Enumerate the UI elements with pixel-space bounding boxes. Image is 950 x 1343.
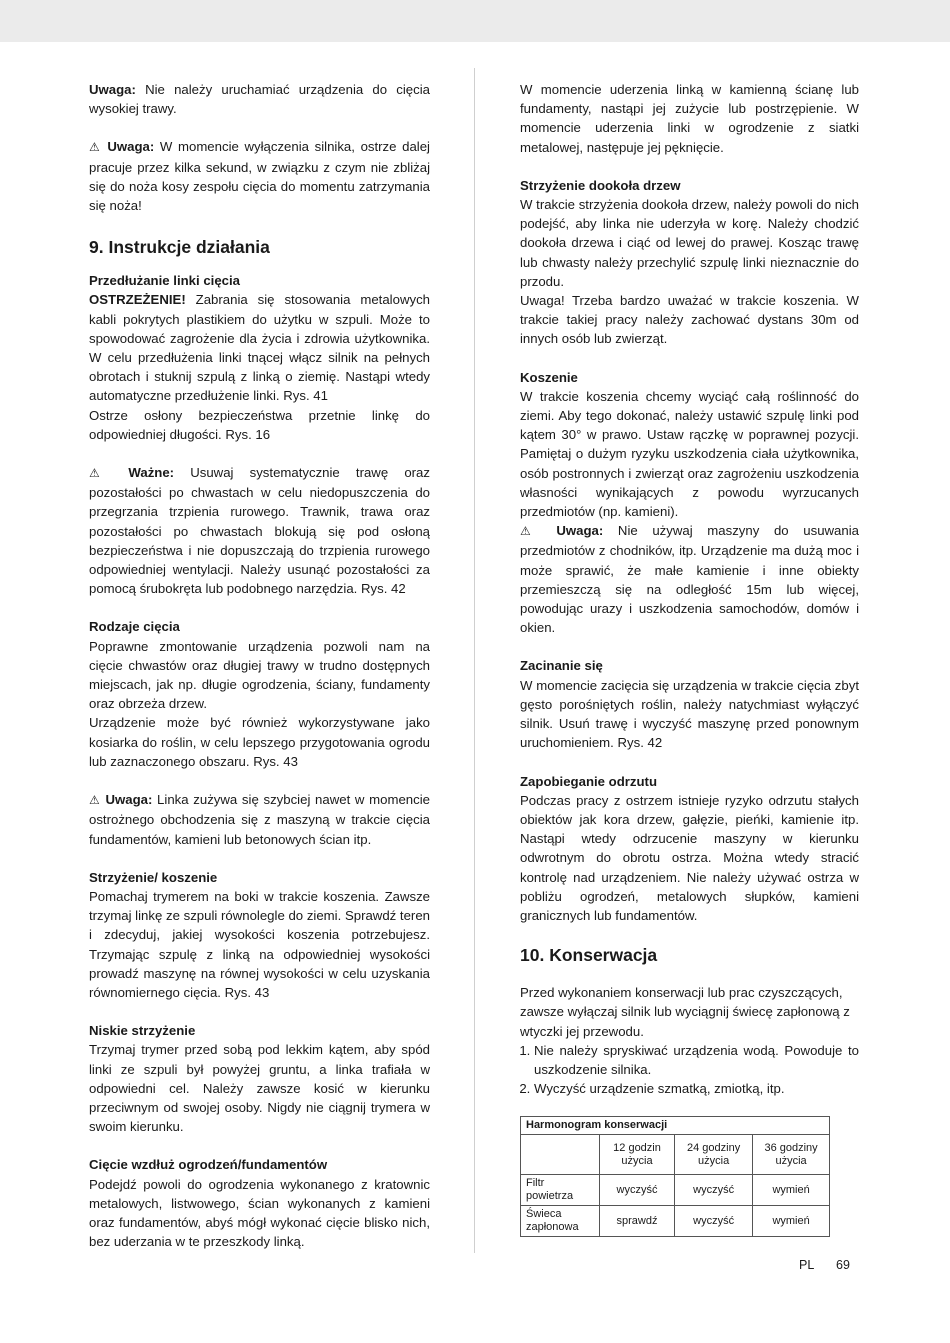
table-header: 24 godziny użycia xyxy=(675,1135,753,1175)
subsection-title: Przedłużanie linki cięcia xyxy=(89,273,240,289)
warning-icon: ⚠ xyxy=(520,524,542,539)
note-paragraph: Uwaga: Nie należy uruchamiać urządzenia do cięcia wysokiej trawy. xyxy=(89,82,430,117)
warning-paragraph: ⚠ Uwaga: Linka zużywa się szybciej nawet w momencie ostrożnego obchodzenia się z maszyną w trakcie cięcia fundamentów, kamieni lub betonowych ścian itp. xyxy=(89,792,430,847)
warning-icon: ⚠ xyxy=(89,466,113,481)
maintenance-list xyxy=(520,1041,859,1099)
table-cell: sprawdź xyxy=(600,1206,675,1237)
table-cell: wyczyść xyxy=(675,1175,753,1206)
section-heading-9: 9. Instrukcje działania xyxy=(89,237,270,258)
list-item: 1. Nie należy spryskiwać urządzenia wodą. Powoduje to uszkodzenie silnika. xyxy=(534,1041,859,1079)
body-paragraph: Ostrze osłony bezpieczeństwa przetnie linkę do odpowiedniej długości. Rys. 16 xyxy=(89,407,430,442)
body-paragraph: Pomachaj trymerem na boki w trakcie koszenia. Zawsze trzymaj linkę ze szpuli równolegle do ziemi. Sprawdź teren i zdecyduj, jakiej wysokości koszenia potrzebujesz. Trzymając szpulę z linką na odpowiedniej wysokości prowadź maszynę na równej wysokości w celu uzyskania równomiernego cięcia. Rys. 43 xyxy=(89,888,430,1000)
left-column xyxy=(89,80,430,1251)
body-paragraph: W trakcie strzyżenia dookoła drzew, należy powoli do nich podejść, aby linka nie uderzyła w korę. Należy chodzić dookoła drzewa i ciąć od lewej do prawej. Kosząc trawę lub chwasty należy przechylić szpulę linki nieznacznie do przodu. xyxy=(520,197,859,289)
table-cell: wymień xyxy=(753,1206,830,1237)
body-paragraph: Poprawne zmontowanie urządzenia pozwoli nam na cięcie chwastów oraz długiej trawy w trudno dostępnych miejscach, jak np. długie ogrodzenia, ściany, fundamenty oraz obrzeża drzew. xyxy=(89,638,430,712)
table-header: 36 godziny użycia xyxy=(753,1135,830,1175)
warning-icon: ⚠ xyxy=(89,793,101,808)
table-cell: wymień xyxy=(753,1175,830,1206)
body-paragraph: W trakcie koszenia chcemy wyciąć całą roślinność do ziemi. Aby tego dokonać, należy ustawić szpulę linki pod kątem 30° w prawo. Ustaw rączkę w poprawnej pozycji. Pamiętaj o dużym ryzyku uszkodzenia ciała użytkownika, osób postronnych i zwierząt oraz zagrożeniu uszkodzenia własności wynikających z powodu wyrzucanych przedmiotów (np. kamieni). xyxy=(520,388,859,520)
warning-icon: ⚠ xyxy=(89,140,102,155)
body-paragraph: OSTRZEŻENIE! Zabrania się stosowania metalowych kabli pokrytych plastikiem do użytku w szpuli. Może to spowodować zagrożenie dla życia i zdrowia użytkownika. W celu przedłużenia linki tnącej włącz silnik na pełnych obrotach i stuknij szpulą z linką o ziemię. Nastąpi wtedy automatyczne przedłużenie linki. Rys. 41 xyxy=(89,292,430,404)
table-header: 12 godzin użycia xyxy=(600,1135,675,1175)
warning-paragraph: ⚠ Uwaga: W momencie wyłączenia silnika, ostrze dalej pracuje przez kilka sekund, w związku z czym nie zbliżaj się do noża kosy zespołu cięcia do momentu zatrzymania się noża! xyxy=(89,139,430,214)
warning-paragraph: ⚠ Uwaga: Nie używaj maszyny do usuwania przedmiotów z chodników, itp. Urządzenie ma dużą moc i może sprawić, że małe kamienie i inne obiekty przemieszczą się na odległość 15m lub więcej, powodując urazy i uszkodzenia samochodów, domów i okien. xyxy=(520,523,859,636)
table-cell: wyczyść xyxy=(675,1206,753,1237)
right-column xyxy=(520,80,859,1237)
subsection-title: Niskie strzyżenie xyxy=(89,1023,196,1039)
table-title: Harmonogram konserwacji xyxy=(521,1117,830,1135)
table-cell: wyczyść xyxy=(600,1175,675,1206)
body-paragraph: Uwaga! Trzeba bardzo uważać w trakcie koszenia. W trakcie takiej pracy należy zachować dystans 30m od innych osób lub zwierząt. xyxy=(520,293,859,347)
subsection-title: Zacinanie się xyxy=(520,658,603,674)
subsection-title: Rodzaje cięcia xyxy=(89,619,180,635)
body-paragraph: Podejdź powoli do ogrodzenia wykonanego z kratownic metalowych, listwowego, ścian wykonanych z kamieni oraz fundamentów, abyś mógł wykonać cięcie blisko nich, bez uderzania w te przeszkody linką. xyxy=(89,1176,430,1250)
maintenance-schedule-table xyxy=(520,1116,830,1237)
body-paragraph: Przed wykonaniem konserwacji lub prac czyszczących, zawsze wyłączaj silnik lub wyciągnij świecę zapłonową z wtyczki jej przewodu. xyxy=(520,985,850,1039)
table-cell: Filtr powietrza xyxy=(521,1175,600,1206)
table-header-row xyxy=(521,1135,830,1175)
table-row xyxy=(521,1206,830,1237)
list-item: 2. Wyczyść urządzenie szmatką, zmiotką, itp. xyxy=(534,1079,859,1098)
warning-paragraph: ⚠ Ważne: Usuwaj systematycznie trawę oraz pozostałości po chwastach w celu niedopuszczenia do przegrzania trzpienia rurowego. Trawnik, trawa oraz pozostałości po chwastach blokują się pod osłoną bezpieczeństwa i nie dopuszczają do trzpienia rurowego odpowiedniej wentylacji. Należy usunąć pozostałości za pomocą śrubokręta lub podobnego narzędzia. Rys. 42 xyxy=(89,465,430,597)
page-number: 69 xyxy=(836,1258,850,1272)
body-paragraph: Urządzenie może być również wykorzystywane jako kosiarka do roślin, w celu lepszego przygotowania ogrodu lub zaznaczonego obszaru. Rys. 43 xyxy=(89,715,430,769)
subsection-title: Cięcie wzdłuż ogrodzeń/fundamentów xyxy=(89,1157,328,1173)
subsection-title: Strzyżenie/ koszenie xyxy=(89,869,218,885)
section-heading-10: 10. Konserwacja xyxy=(520,945,658,966)
body-paragraph: Podczas pracy z ostrzem istnieje ryzyko odrzutu stałych obiektów jak kora drzew, gałęzie, pieńki, kamienie itp. Nastąpi wtedy odrzucenie maszyny w kierunku odwrotnym do obrotu ostrza. Można wtedy stracić kontrolę nad urządzeniem. Nie należy używać ostrza w pobliżu ogrodzeń, metalowych słupków, kamieni granicznych lub fundamentów. xyxy=(520,792,859,923)
table-cell: Świeca zapłonowa xyxy=(521,1206,600,1237)
top-band xyxy=(0,0,950,42)
column-divider xyxy=(474,68,475,1253)
body-paragraph: Trzymaj trymer przed sobą pod lekkim kątem, aby spód linki ze szpuli był powyżej gruntu, a linka trafiała w odpowiedni cel. Należy zawsze kosić w kierunku przeciwnym od swojej osoby. Nigdy nie ciągnij trymera w swoim kierunku. xyxy=(89,1042,430,1135)
body-paragraph: W momencie zacięcia się urządzenia w trakcie cięcia zbyt gęsto porośniętych roślin, należy natychmiast wyłączyć silnik. Usuń trawę i wyczyść maszynę przed ponownym uruchomieniem. Rys. 42 xyxy=(520,677,859,751)
subsection-title: Strzyżenie dookoła drzew xyxy=(520,177,681,193)
language-code: PL xyxy=(799,1258,815,1272)
body-paragraph: W momencie uderzenia linką w kamienną ścianę lub fundamenty, nastąpi jej zużycie lub postrzępienie. W momencie uderzenia linki w ogrodzenie z siatki metalowej, następuje jej pęknięcie. xyxy=(520,82,859,155)
table-row xyxy=(521,1175,830,1206)
subsection-title: Zapobieganie odrzutu xyxy=(520,773,658,789)
subsection-title: Koszenie xyxy=(520,369,578,385)
